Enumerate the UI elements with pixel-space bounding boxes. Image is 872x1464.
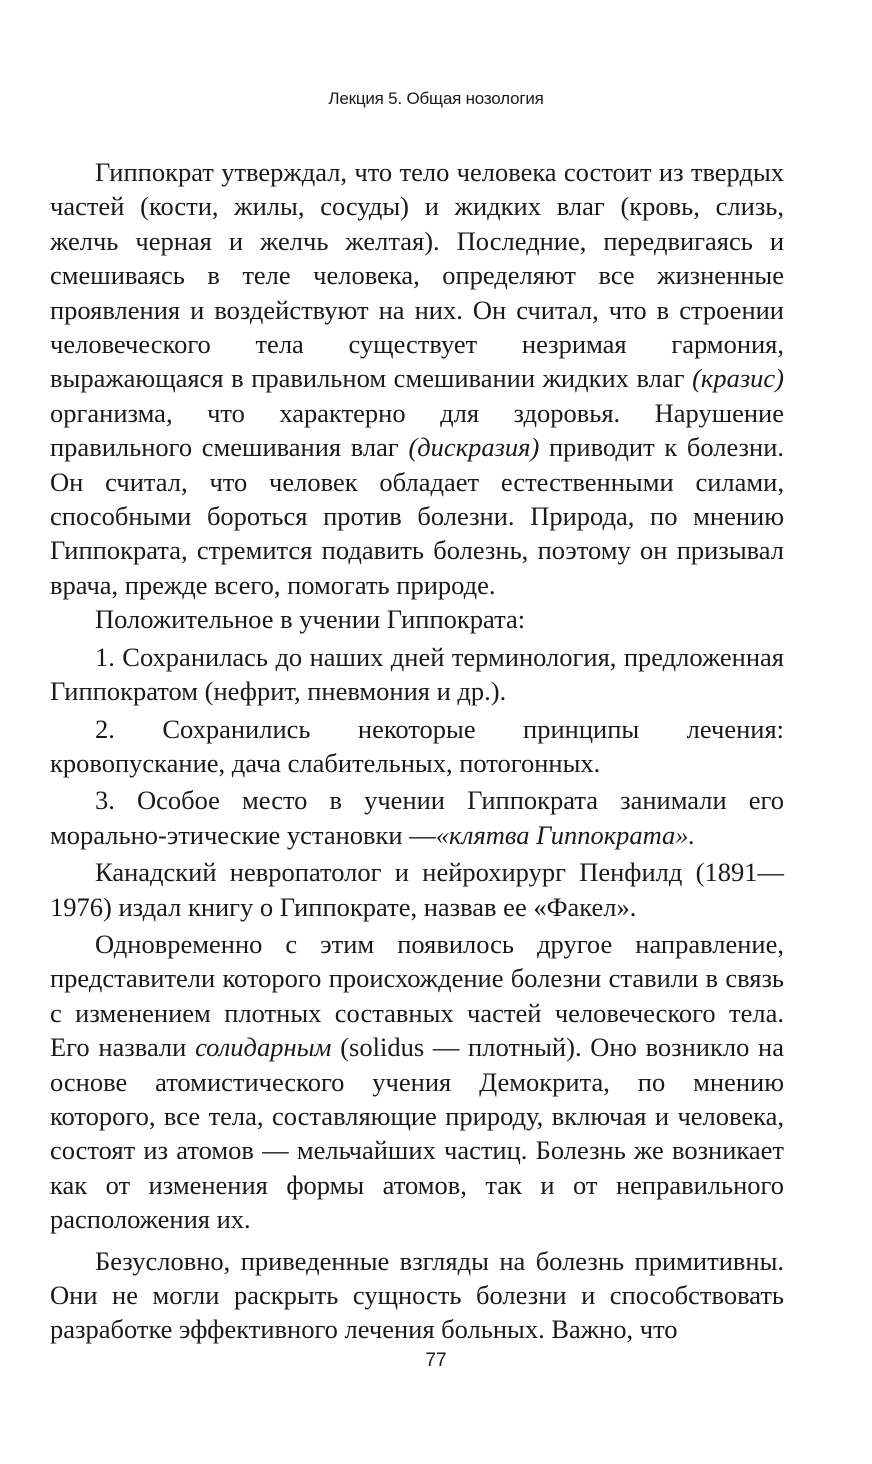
running-head: Лекция 5. Общая нозология bbox=[328, 89, 544, 108]
text-span: (solidus — плотный). Оно возникло на основе атомистического учения Демокрита, по мнению которого, все тела, составляющие природу, включая и человека, состоят из атомов — мельчайших частиц. Болезнь же возникает как от изменения формы атомов, так и от неправильного расположения их. bbox=[50, 1032, 784, 1235]
page-number: 77 bbox=[425, 1350, 447, 1371]
list-item-ethics bbox=[50, 783, 784, 852]
text-span: 3. Особое место в учении Гиппократа занимали его морально-этические установки — bbox=[50, 785, 784, 850]
paragraph-solidar-theory bbox=[50, 927, 784, 1237]
text-span: Гиппократ утверждал, что тело человека состоит из твердых частей (кости, жилы, сосуды) и жидких влаг (кровь, слизь, желчь черная и желчь желтая). Последние, передвигаясь и смешиваясь в теле человека, определяют все жизненные проявления и воздействуют на них. Он считал, что в строении человеческого тела существует незримая гармония, выражающаяся в правильном смешивании жидких влаг bbox=[50, 157, 784, 394]
paragraph-conclusion: Безусловно, приведенные взгляды на болезнь примитивны. Они не могли раскрыть сущность болезни и способствовать разработке эффективного лечения больных. Важно, что bbox=[50, 1245, 784, 1345]
text-span: организма, что характерно для здоровья. Нарушение правильного смешивания влаг bbox=[50, 397, 784, 463]
paragraph-penfield: Канадский невропатолог и нейрохирург Пенфилд (1891—1976) издал книгу о Гиппократе, назвав ее «Факел». bbox=[50, 857, 784, 922]
term-hippocratic-oath: «клятва Гиппократа». bbox=[435, 819, 696, 850]
term-dyskrasia: (дискразия) bbox=[408, 432, 540, 463]
paragraph-positive-heading: Положительное в учении Гиппократа: bbox=[95, 604, 526, 635]
text-span: приводит к болезни. Он считал, что человек обладает естественными силами, способными бороться против болезни. Природа, по мнению Гиппократа, стремится подавить болезнь, поэтому он призывал врача, прежде всего, помогать природе. bbox=[50, 432, 785, 600]
term-krasis: (кразис) bbox=[692, 363, 784, 394]
text-span: Одновременно с этим появилось другое направление, представители которого происхождение болезни ставили в связь с изменением плотных составных частей человеческого тела. Его назвали bbox=[50, 928, 784, 1063]
term-solidar: солидарным bbox=[195, 1032, 332, 1063]
list-item-terminology: 1. Сохранилась до наших дней терминология, предложенная Гиппократом (нефрит, пневмония и др.). bbox=[50, 641, 784, 707]
paragraph-hippocrates-humors bbox=[50, 155, 784, 602]
body-text bbox=[50, 155, 784, 1347]
list-item-treatment: 2. Сохранились некоторые принципы лечения: кровопускание, дача слабительных, потогонных. bbox=[50, 713, 784, 778]
